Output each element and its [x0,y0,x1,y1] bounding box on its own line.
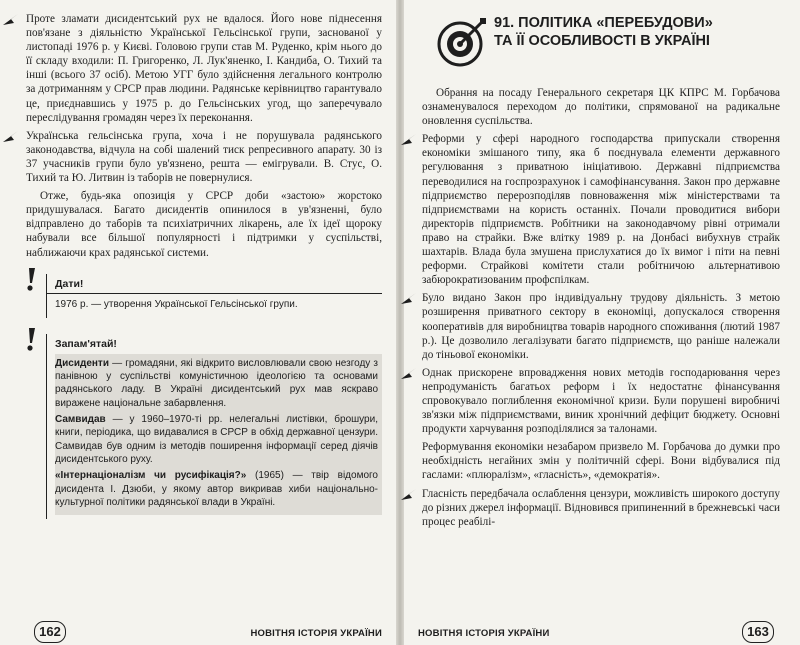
section-title-line-1: 91. ПОЛІТИКА «ПЕРЕБУДОВИ» [494,15,713,31]
term-samvydav: Самвидав [55,414,106,426]
left-page [0,0,396,645]
left-paragraph-1: Проте зламати дисидентський рух не вдалося. Його нове піднесення пов'язане з діяльністю Української Гельсінської групи, заснованої у листопаді 1976 р. у Києві. Головою групи став М. Руденко, крім нього до її складу входили: П. Григоренко, Л. Лук'яненко, І. Кандиба, О. Тихий та інші (всього 37 осіб). Метою УГГ було здійснення легального контролю за дотриманням у СРСР прав людини. Радянське керівництво гарантувало це, приєднавшись у 1975 р. до Гельсінських угод, що заперечувало переслідування громадян через їх переконання. [26,12,382,125]
note-divider [47,293,382,294]
right-paragraph-5: Реформування економіки незабаром призвело М. Горбачова до думки про необхідність негайних змін у політичній сфері. Вони відбувалися під гаслами: «плюралізм», «гласність», «демократія». [422,441,780,482]
arrow-bullet-icon [2,130,20,144]
remember-note-box [55,354,382,515]
term-dissidents: Дисиденти [55,357,109,369]
dates-note-title: Дати! [55,277,84,290]
right-paragraph-6: Гласність передбачала ослаблення цензури, можливість широкого доступу до різних джерел інформації. Відновився припиненний в брежневські часи процес реабілі- [422,487,780,529]
arrow-bullet-icon [400,367,418,381]
term-internationalism: «Інтернаціоналізм чи русифікація?» [55,470,247,482]
right-page [404,0,800,645]
right-paragraph-3: Було видано Закон про індивідуальну трудову діяльність. З метою розширення приватного сектору в економіці, допускалося створення кооперативів для виробництва товарів народного споживання (лютий 1987 р.). Це дозволило легалізувати багато підприємств, що раніше належали до тіньової економіки. [422,291,780,361]
arrow-bullet-icon [400,488,418,502]
remember-note [46,334,382,519]
footer-left: НОВІТНЯ ІСТОРІЯ УКРАЇНИ [250,628,382,639]
definition-samvydav: Самвидав — у 1960–1970-ті рр. нелегальні листівки, брошури, книги, періодика, що видавалися в СРСР в обхід державної цензури. Самвидав був одним із методів поширення інформації серед діячів дисидентського руху. [55,414,378,465]
definition-internationalism: «Інтернаціоналізм чи русифікація?» (1965) — твір відомого дисидента І. Дзюби, у якому автор викривав хиби національно-культурної політики радянської влади в Україні. [55,470,378,508]
arrow-bullet-icon [2,13,20,27]
arrow-bullet-icon [400,133,418,147]
section-title-line-2: ТА ЇЇ ОСОБЛИВОСТІ В УКРАЇНІ [494,33,710,49]
left-paragraph-3: Отже, будь-яка опозиція у СРСР доби «застою» жорстоко придушувалася. Багато дисидентів опинилося в ув'язненні, було відправлено до таборів та психіатричних лікарень, але їх ідеї щороку набували все більшої популярності і підтримки у суспільстві, наближаючи крах радянської системи. [26,190,382,259]
target-icon [436,16,488,68]
right-paragraph-2: Реформи у сфері народного господарства припускали створення економіки змішаного типу, яка б поєднувала елементи державного регулювання з приватною ініціативою. Державні підприємства переводилися на госпрозрахунок і самофінансування. Закон про державне підприємство перерозподіляв повноваження між міністерствами та підприємствами на користь останніх. Почали проводитися вибори директорів підприємств. Робітники на законодавчому рівні отримали право на страйки. Вже влітку 1989 р. на Донбасі вибухнув страйк шахтарів. Влада була змушена прислухатися до їх вимог і піти на певні реформи. Страйкові комітети стали робітничою альтернативою забюрократизованим профспілкам. [422,132,780,287]
exclamation-icon [21,266,41,292]
exclamation-icon [21,326,41,352]
remember-note-title: Запам'ятай! [55,337,117,350]
section-title [494,12,780,50]
left-paragraph-2: Українська гельсінська група, хоча і не порушувала радянського законодавства, відчула на собі шалений тиск репресивного апарату. 30 із 37 учасників групи було ув'язнено, решта — емігрували. В. Стус, О. Тихий та Ю. Литвин із таборів не повернулися. [26,129,382,185]
page-number-right: 163 [742,621,774,643]
dates-note-text: 1976 р. — утворення Української Гельсінської групи. [55,298,298,310]
right-paragraph-1: Обрання на посаду Генерального секретаря ЦК КПРС М. Горбачова ознаменувалося переходом до політики, спрямованої на радикальне оновлення суспільства. [422,87,780,128]
section-heading [422,12,780,70]
arrow-bullet-icon [400,292,418,306]
footer-right: НОВІТНЯ ІСТОРІЯ УКРАЇНИ [418,628,550,639]
page-number-left: 162 [34,621,66,643]
right-paragraph-4: Однак прискорене впровадження нових методів господарювання через непродуманість багатьох реформ і їх недостатнє фінансування спровокувало поглиблення економічної кризи. Були порушені виробничі зв'язки між підприємствами, виник хронічний дефіцит бюджету. Основні продукти харчування розподілялися за талонами. [422,366,780,436]
book-spine [396,0,404,645]
definition-dissidents: Дисиденти — громадяни, які відкрито висловлювали свою незгоду з панівною у суспільстві комуністичною ідеологією та основами радянського ладу. В Україні дисидентський рух мав яскраво виражене національне забарвлення. [55,357,378,409]
dates-note [46,274,382,318]
